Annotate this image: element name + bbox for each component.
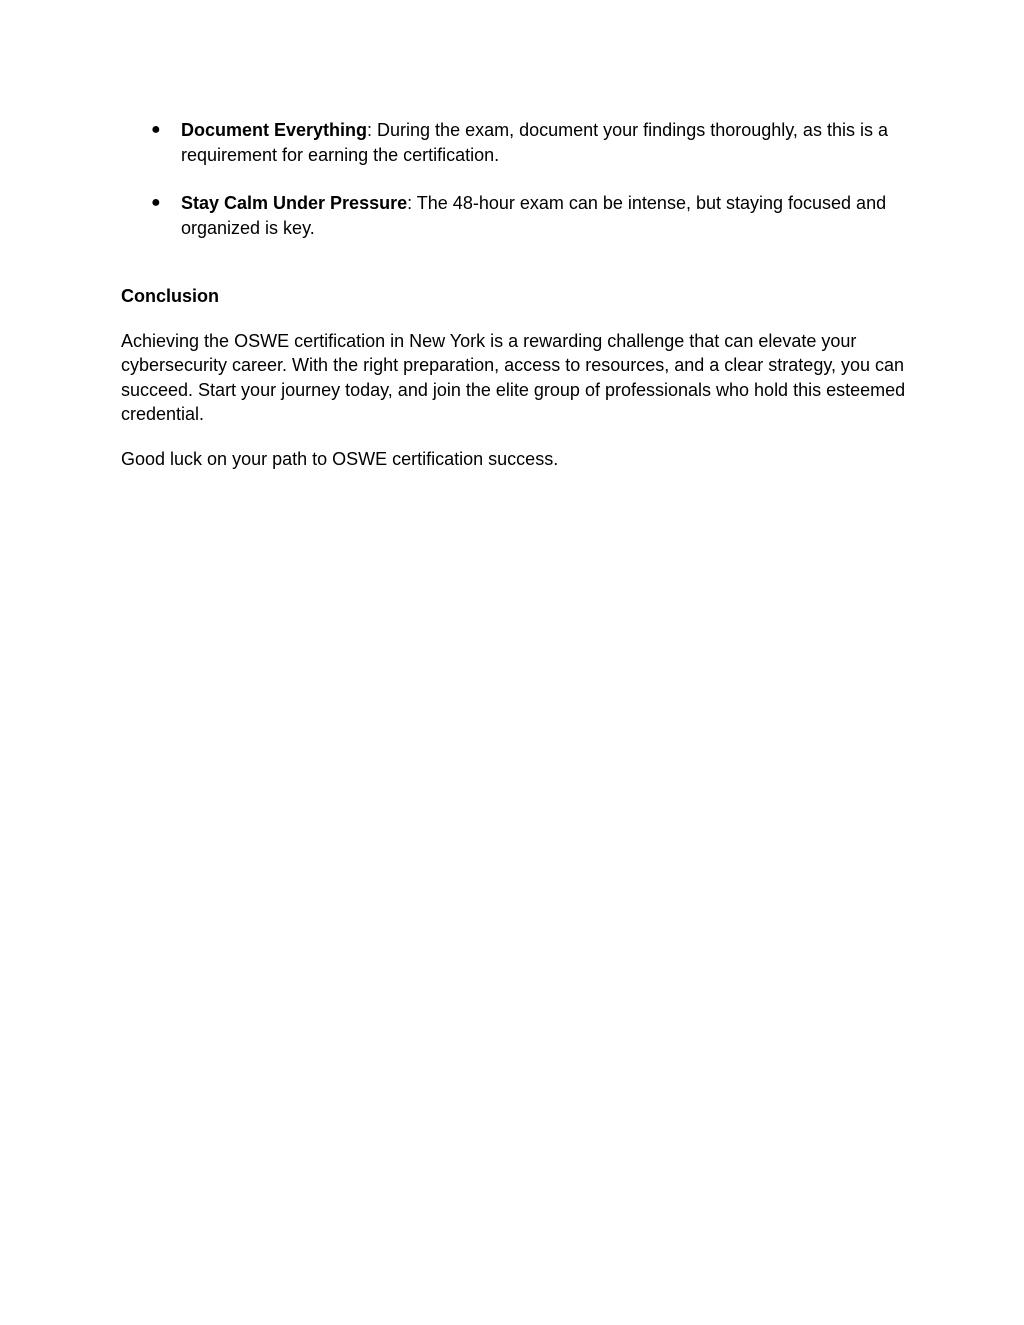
bullet-description: : During the exam, document your findings thoroughly, as this is a requirement for earning the certification. xyxy=(181,120,888,165)
bullet-icon: ● xyxy=(151,194,161,211)
bullet-text xyxy=(181,191,911,240)
bullet-term: Document Everything xyxy=(181,120,368,140)
conclusion-heading: Conclusion xyxy=(121,286,219,306)
list-item xyxy=(121,191,911,240)
closing-paragraph: Good luck on your path to OSWE certification success. xyxy=(121,448,559,469)
bullet-term: Stay Calm Under Pressure xyxy=(181,193,408,213)
list-item xyxy=(121,118,911,167)
bullet-icon: ● xyxy=(151,121,161,138)
bullet-text xyxy=(181,118,911,167)
conclusion-paragraph: Achieving the OSWE certification in New York is a rewarding challenge that can elevate your cybersecurity career. With the right preparation, access to resources, and a clear strategy, you can succeed. Start your journey today, and join the elite group of professionals who hold this esteemed credential. xyxy=(121,330,906,424)
document-body xyxy=(121,118,911,491)
tips-bullet-list xyxy=(121,118,911,240)
bullet-description: : The 48-hour exam can be intense, but staying focused and organized is key. xyxy=(181,193,887,238)
